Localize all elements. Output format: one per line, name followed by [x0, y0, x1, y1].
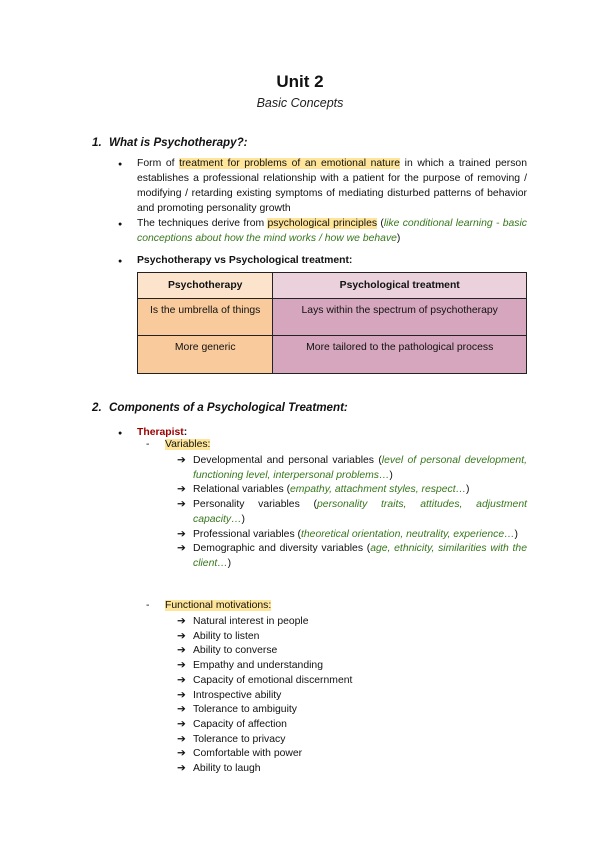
item-text: Introspective ability — [193, 689, 282, 701]
note-text: like conditional learning - basic conceptions about how the mind works / how we behave — [137, 218, 527, 244]
list-item — [177, 674, 527, 689]
item-text: Tolerance to privacy — [193, 733, 286, 745]
table-header-row — [138, 273, 527, 299]
table-cell: Is the umbrella of things — [138, 299, 273, 336]
document-subtitle: Basic Concepts — [256, 96, 344, 110]
arrow-icon: ➔ — [177, 674, 186, 686]
list-item — [177, 718, 527, 733]
item-text: Developmental and personal variables ( — [193, 455, 382, 466]
section-number: 2. — [92, 401, 102, 414]
table-cell: Lays within the spectrum of psychotherapy — [273, 299, 527, 336]
bullet-icon: ● — [118, 258, 123, 265]
list-item — [177, 454, 527, 483]
item-text: Comfortable with power — [193, 748, 303, 760]
table-row — [138, 299, 527, 336]
arrow-icon: ➔ — [177, 763, 186, 775]
bullet-icon: ● — [118, 161, 123, 168]
list-item — [177, 733, 527, 748]
list-item — [177, 689, 527, 704]
arrow-icon: ➔ — [177, 455, 186, 466]
table-row — [138, 336, 527, 374]
item-text: ) — [514, 528, 518, 540]
arrow-icon: ➔ — [177, 499, 186, 511]
section-title: Components of a Psychological Treatment: — [109, 401, 348, 414]
item-text: Ability to laugh — [193, 763, 261, 775]
comparison-table — [137, 272, 527, 374]
item-text: Ability to listen — [193, 630, 260, 642]
arrow-icon: ➔ — [177, 733, 186, 745]
item-text: ) — [241, 513, 245, 525]
bullet-icon: ● — [118, 221, 123, 228]
arrow-icon: ➔ — [177, 543, 186, 555]
item-text: Tolerance to ambiguity — [193, 704, 297, 716]
bullet-comparison — [118, 253, 527, 268]
list-item — [177, 630, 527, 645]
list-item — [177, 644, 527, 659]
item-text: Relational variables ( — [193, 484, 291, 496]
bullet-techniques — [118, 216, 527, 246]
list-item — [177, 542, 527, 571]
list-item — [177, 483, 527, 498]
arrow-icon: ➔ — [177, 484, 186, 496]
text: The techniques derive from — [137, 218, 268, 229]
table-header: Psychological treatment — [273, 273, 527, 299]
section-title: What is Psychotherapy?: — [109, 136, 248, 149]
list-item — [177, 659, 527, 674]
bullet-definition — [118, 156, 527, 216]
item-text: Professional variables ( — [193, 528, 301, 540]
arrow-icon: ➔ — [177, 645, 186, 657]
document-title: Unit 2 — [276, 72, 324, 91]
bullet-icon: ● — [118, 430, 123, 437]
arrow-icon: ➔ — [177, 704, 186, 716]
list-item — [177, 498, 527, 527]
list-item — [177, 615, 527, 630]
section-2-heading — [92, 401, 348, 414]
text: ( — [377, 218, 384, 229]
item-text: Ability to converse — [193, 645, 278, 657]
item-text: ) — [389, 469, 393, 481]
text: Form of — [137, 158, 180, 169]
text: ) — [396, 233, 401, 244]
item-text: Natural interest in people — [193, 616, 309, 627]
item-text: ) — [227, 557, 232, 569]
item-text: Capacity of affection — [193, 718, 287, 730]
arrow-icon: ➔ — [177, 689, 186, 701]
arrow-icon: ➔ — [177, 660, 186, 672]
variables-list — [177, 454, 527, 572]
table-cell: More tailored to the pathological process — [273, 336, 527, 374]
dash-icon: - — [146, 600, 150, 611]
highlighted-text: Functional motivations: — [165, 600, 272, 611]
list-item — [177, 747, 527, 762]
list-item — [177, 703, 527, 718]
highlighted-text: Variables: — [165, 439, 211, 450]
arrow-icon: ➔ — [177, 630, 186, 642]
list-item — [177, 528, 527, 543]
list-item — [177, 762, 527, 777]
item-text: Demographic and diversity variables ( — [193, 543, 371, 555]
arrow-icon: ➔ — [177, 616, 186, 627]
variables-label — [165, 439, 210, 450]
section-number: 1. — [92, 136, 102, 149]
motivations-label — [165, 600, 271, 611]
motivations-list — [177, 615, 527, 777]
arrow-icon: ➔ — [177, 718, 186, 730]
note-text: empathy, attachment styles, respect… — [290, 484, 466, 496]
note-text: age, ethnicity, similarities with the client… — [193, 543, 527, 569]
item-text: Capacity of emotional discernment — [193, 674, 353, 686]
text: Psychotherapy vs Psychological treatment: — [137, 255, 353, 266]
table-cell: More generic — [138, 336, 273, 374]
bullet-therapist — [118, 425, 527, 440]
item-text: Empathy and understanding — [193, 660, 323, 672]
dash-icon: - — [146, 439, 150, 450]
arrow-icon: ➔ — [177, 748, 186, 760]
text: in which a trained person establishes a professional relationship with a patient for the purpose of removing / modifying / retarding existing symptoms of mediating disturbed patterns of behavior and promoting personality growth — [137, 158, 527, 214]
note-text: level of personal development, functioning level, interpersonal problems… — [193, 455, 527, 481]
highlighted-text: psychological principles — [267, 218, 378, 229]
section-1-heading — [92, 136, 248, 149]
highlighted-text: treatment for problems of an emotional nature — [179, 158, 401, 169]
note-text: theoretical orientation, neutrality, experience… — [301, 528, 515, 540]
item-text: Personality variables ( — [193, 499, 318, 511]
arrow-icon: ➔ — [177, 528, 186, 540]
therapist-label: Therapist — [137, 427, 184, 438]
note-text: personality traits, attitudes, adjustment capacity… — [193, 499, 528, 525]
text: : — [183, 427, 188, 438]
item-text: ) — [465, 484, 470, 496]
table-header: Psychotherapy — [138, 273, 273, 299]
